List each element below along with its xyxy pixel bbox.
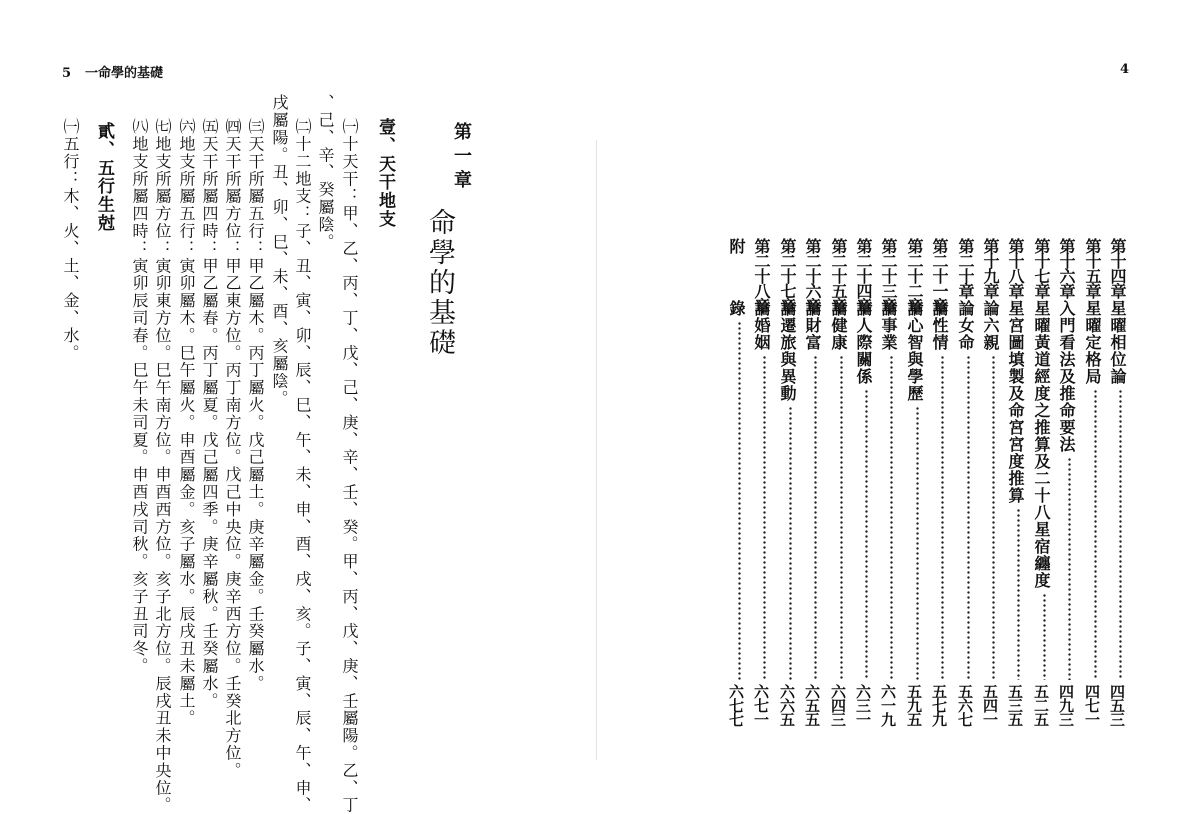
body-line: ㈠十天干：甲、乙、丙、丁、戊、己、庚、辛、壬、癸。甲、丙、戊、庚、壬屬陽。乙、丁 xyxy=(340,118,359,814)
toc-leader-dots xyxy=(1119,389,1122,680)
toc-chapter-number: 第二十三章 xyxy=(879,238,898,313)
toc-leader-dots xyxy=(865,389,868,680)
toc-page-number: 五七九 xyxy=(930,684,948,726)
toc-page-number: 五三五 xyxy=(1006,684,1024,726)
chapter-title: 命學的基礎 xyxy=(424,208,455,358)
toc-entry xyxy=(931,238,955,738)
toc-chapter-title: 論心智與學歷 xyxy=(905,300,924,402)
toc-entry xyxy=(957,238,981,738)
left-running-header xyxy=(62,62,163,81)
body-line: ㈧地支所屬四時：寅卯辰司春。巳午未司夏。申酉戌司秋。亥子丑司冬。 xyxy=(130,118,149,675)
toc-chapter-title: 論人際關係 xyxy=(854,300,873,385)
toc-leader-dots xyxy=(890,355,893,680)
toc-chapter-number: 第二十一章 xyxy=(930,238,949,313)
toc-page-number: 四九三 xyxy=(1057,684,1075,726)
toc-entry xyxy=(880,238,904,738)
toc-entry xyxy=(728,238,752,738)
toc-leader-dots xyxy=(763,355,766,680)
toc-chapter-number: 第二十七章 xyxy=(778,238,797,313)
body-line: ㈠五行：木、火、土、金、水。 xyxy=(61,118,80,362)
toc-chapter-number: 第二十六章 xyxy=(803,238,822,313)
toc-chapter-title: 星宮圖填製及命宮宮度推算 xyxy=(1006,300,1025,504)
toc-entry xyxy=(1033,238,1057,738)
toc-chapter-title: 論健康 xyxy=(829,300,848,351)
toc-page-number: 六七七 xyxy=(727,684,745,726)
toc-page-number: 六三一 xyxy=(854,684,872,726)
body-line: ㈥地支所屬五行：寅卯屬木。巳午屬火。申酉屬金。亥子屬水。辰戌丑未屬土。 xyxy=(177,118,196,727)
toc-entry xyxy=(779,238,803,738)
toc-entry xyxy=(1109,238,1133,738)
section-heading-tiangan-dizhi: 壹、天干地支 xyxy=(375,118,395,229)
toc-page-number: 六七一 xyxy=(752,684,770,726)
toc-entry xyxy=(855,238,879,738)
toc-chapter-title: 星曜定格局 xyxy=(1083,300,1102,385)
toc-entry xyxy=(1084,238,1108,738)
body-line: 戌屬陽。丑、卯、巳、未、酉、亥屬陰。 xyxy=(270,94,289,408)
section-heading-wuxing: 貳、五行生尅 xyxy=(94,122,114,233)
toc-leader-dots xyxy=(992,355,995,680)
toc-chapter-title: 星曜相位論 xyxy=(1108,300,1127,385)
toc-leader-dots xyxy=(916,406,919,680)
toc-entry xyxy=(1007,238,1031,738)
running-title: 一命學的基礎 xyxy=(85,66,164,81)
body-line: 、己、辛、癸屬陰。 xyxy=(316,94,335,251)
toc-chapter-title: 入門看法及推命要法 xyxy=(1057,300,1076,453)
toc-leader-dots xyxy=(814,355,817,680)
toc-chapter-title: 論女命 xyxy=(956,300,975,351)
toc-chapter-title: 論遷旅與異動 xyxy=(778,300,797,402)
toc-chapter-title: 論六親 xyxy=(981,300,1000,351)
right-page-number: 4 xyxy=(1120,62,1130,77)
toc-entry xyxy=(753,238,777,738)
toc-chapter-title: 論性情 xyxy=(930,300,949,351)
toc-chapter-number: 第二十章 xyxy=(956,238,975,298)
toc-chapter-number: 第二十二章 xyxy=(905,238,924,313)
toc-page-number: 六一九 xyxy=(879,684,897,726)
left-page-number: 5 xyxy=(62,66,72,81)
toc-page-number: 五六七 xyxy=(956,684,974,726)
toc-page-number: 六四三 xyxy=(829,684,847,726)
toc-chapter-number: 第十五章 xyxy=(1083,238,1102,298)
toc-leader-dots xyxy=(1043,593,1046,680)
toc-leader-dots xyxy=(967,355,970,680)
toc-chapter-number: 附 xyxy=(727,238,746,253)
toc-chapter-title: 論婚姻 xyxy=(752,300,771,351)
toc-entry xyxy=(1058,238,1082,738)
toc-chapter-number: 第二十四章 xyxy=(854,238,873,313)
toc-leader-dots xyxy=(1068,457,1071,680)
toc-chapter-number: 第十七章 xyxy=(1032,238,1051,298)
toc-entry xyxy=(830,238,854,738)
toc-page-number: 五二五 xyxy=(1032,684,1050,726)
toc-chapter-title: 論事業 xyxy=(879,300,898,351)
body-line: ㈤天干所屬四時：甲乙屬春。丙丁屬夏。戊己屬四季。庚辛屬秋。壬癸屬水。 xyxy=(200,118,219,710)
toc-chapter-title: 論財富 xyxy=(803,300,822,351)
toc-chapter-number: 第十九章 xyxy=(981,238,1000,298)
body-line: ㈦地支所屬方位：寅卯東方位。巳午南方位。申酉西方位。亥子北方位。辰戌丑未中央位。 xyxy=(153,118,172,814)
toc-chapter-number: 第二十八章 xyxy=(752,238,771,313)
toc-chapter-title: 星曜黃道經度之推算及二十八星宿纏度 xyxy=(1032,300,1051,589)
toc-entry xyxy=(982,238,1006,738)
toc-chapter-number: 第十六章 xyxy=(1057,238,1076,298)
toc-page-number: 六六五 xyxy=(778,684,796,726)
toc-leader-dots xyxy=(1094,389,1097,680)
toc-leader-dots xyxy=(738,321,741,680)
toc-entry xyxy=(906,238,930,738)
toc-entry xyxy=(804,238,828,738)
toc-chapter-number: 第十八章 xyxy=(1006,238,1025,298)
toc-chapter-number: 第十四章 xyxy=(1108,238,1127,298)
toc-page-number: 五四一 xyxy=(981,684,999,726)
toc-leader-dots xyxy=(1017,508,1020,680)
body-line: ㈣天干所屬方位：甲乙東方位。丙丁南方位。戊己中央位。庚辛西方位。壬癸北方位。 xyxy=(223,118,242,780)
toc-leader-dots xyxy=(941,355,944,680)
toc-page-number: 六五五 xyxy=(803,684,821,726)
toc-chapter-title: 錄 xyxy=(727,300,746,317)
toc-leader-dots xyxy=(840,355,843,680)
body-line: ㈡十二地支：子、丑、寅、卯、辰、巳、午、未、申、酉、戌、亥。子、寅、辰、午、申、 xyxy=(293,118,312,814)
toc-page-number: 四五三 xyxy=(1108,684,1126,726)
toc-page-number: 四七一 xyxy=(1083,684,1101,726)
toc-chapter-number: 第二十五章 xyxy=(829,238,848,313)
toc-page-number: 五九五 xyxy=(905,684,923,726)
toc-leader-dots xyxy=(789,406,792,680)
right-page xyxy=(600,0,1189,802)
chapter-label: 第一章 xyxy=(451,122,472,194)
body-line: ㈢天干所屬五行：甲乙屬木。丙丁屬火。戊己屬土。庚辛屬金。壬癸屬水。 xyxy=(246,118,265,693)
